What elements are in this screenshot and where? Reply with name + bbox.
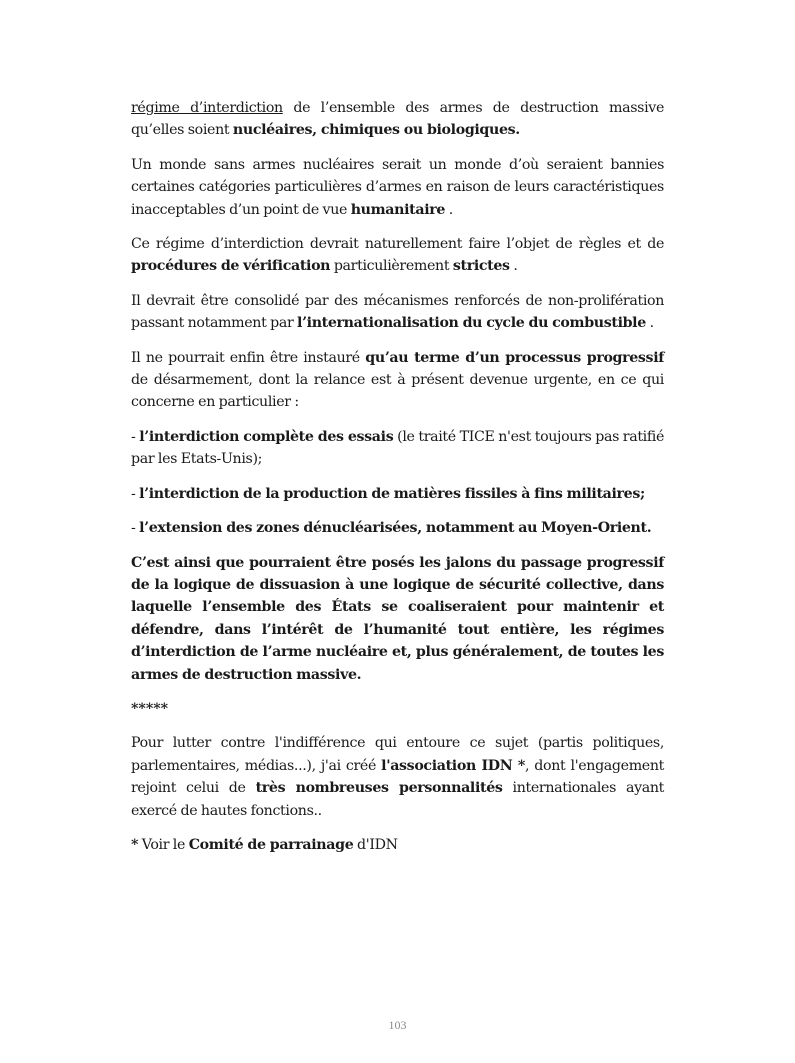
paragraph-world-without-nuclear: Un monde sans armes nucléaires serait un monde d’où seraient bannies certaines catégories particulières d’armes en raison de leurs caractéristiques inacceptables d’un point de vue humanitaire . — [131, 156, 664, 218]
paragraph-ban-regime: régime d’interdiction de l’ensemble des armes de destruction massive qu’elles soient nucléaires, chimiques ou biologiques. — [131, 100, 664, 139]
list-item-denuclearized-zones: - l’extension des zones dénucléarisées, notamment au Moyen-Orient. — [131, 520, 652, 537]
paragraph-progressive-process: Il ne pourrait enfin être instauré qu’au terme d’un processus progressif de désarmement, dont la relance est à présent devenue urgente, en ce qui concerne en particulier : — [131, 349, 664, 411]
list-item-fissile-material: - l’interdiction de la production de matières fissiles à fins militaires; — [131, 485, 645, 502]
regime-link[interactable]: régime d’interdiction — [131, 100, 283, 116]
document-page — [131, 97, 664, 868]
footnote-sponsorship: * Voir le Comité de parrainage d'IDN — [131, 836, 398, 853]
paragraph-verification: Ce régime d’interdiction devrait naturellement faire l’objet de règles et de procédures de vérification particulièrement strictes . — [131, 236, 664, 275]
list-item-test-ban: - l’interdiction complète des essais (le traité TICE n'est toujours pas ratifié par les Etats-Unis); — [131, 428, 665, 468]
section-separator: ***** — [131, 700, 169, 717]
page-number: 103 — [388, 1018, 407, 1032]
paragraph-idn-association: Pour lutter contre l'indifférence qui entoure ce sujet (partis politiques, parlementaires, médias...), j'ai créé l'association IDN *, dont l'engagement rejoint celui de très nombreuses personnalités internationales ayant exercé de hautes fonctions.. — [131, 735, 665, 819]
paragraph-collective-security: C’est ainsi que pourraient être posés les jalons du passage progressif de la logique de dissuasion à une logique de sécurité collective, dans laquelle l’ensemble des États se coaliseraient pour maintenir et défendre, dans l’intérêt de l’humanité tout entière, les régimes d’interdiction de l’arme nucléaire et, plus généralement, de toutes les armes de destruction massive. — [131, 554, 664, 683]
paragraph-non-proliferation: Il devrait être consolidé par des mécanismes renforcés de non-prolifération passant notamment par l’internationalisation du cycle du combustible . — [131, 292, 664, 332]
